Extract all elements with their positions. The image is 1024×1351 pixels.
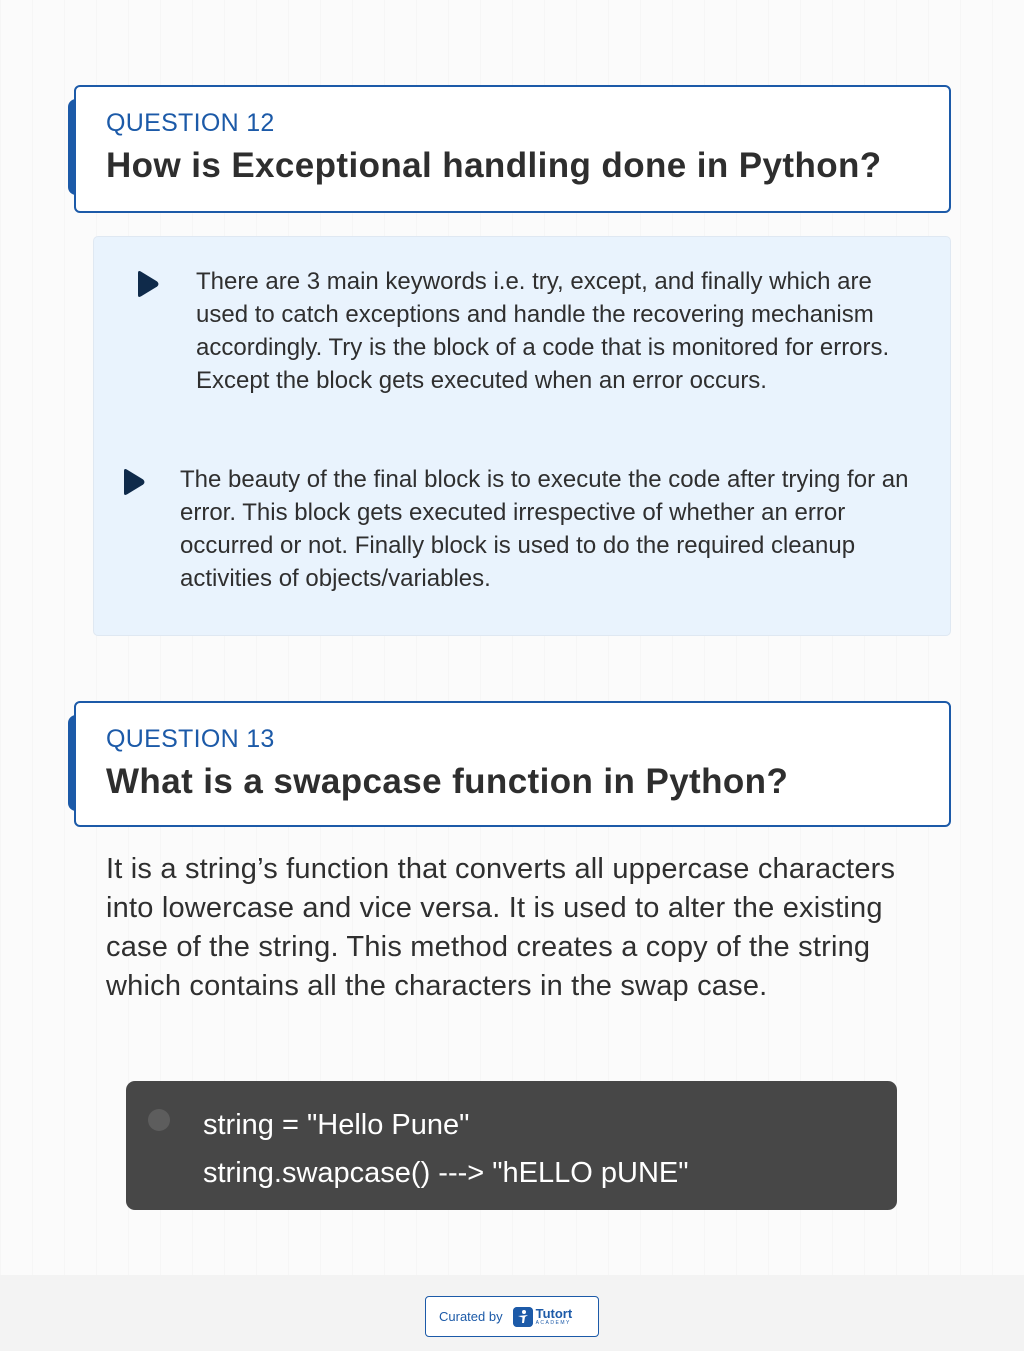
- answer-12-bullet-1: [132, 265, 912, 397]
- answer-12-bullet-2: [118, 463, 918, 595]
- question-12-card: [74, 85, 951, 213]
- question-13-card: [74, 701, 951, 827]
- code-line-1: string = "Hello Pune": [203, 1109, 470, 1141]
- answer-12-box: [93, 236, 951, 636]
- brand-sub: ACADEMY: [535, 1320, 571, 1326]
- play-icon: [118, 467, 148, 497]
- question-13-label: QUESTION 13: [106, 725, 275, 753]
- answer-12-bullet-2-text: The beauty of the final block is to execute the code after trying for an error. This block gets executed irrespective of whether an error occurred or not. Finally block is used to do the required cleanup activities of objects/variables.: [180, 466, 909, 592]
- answer-13-paragraph: It is a string’s function that converts all uppercase characters into lowercase and vice versa. It is used to alter the existing case of the string. This method creates a copy of the string which contains all the characters in the swap case.: [106, 853, 896, 1002]
- question-13-title: What is a swapcase function in Python?: [106, 762, 789, 801]
- question-12-title: How is Exceptional handling done in Python?: [106, 146, 882, 185]
- code-line-2: string.swapcase() ---> "hELLO pUNE": [203, 1157, 689, 1189]
- tutort-logo-icon: [513, 1307, 533, 1327]
- play-icon: [132, 269, 162, 299]
- code-dot-icon: [148, 1109, 170, 1131]
- curated-label: Curated by: [439, 1309, 503, 1324]
- tutort-logo-text: [536, 1307, 573, 1326]
- question-12-label: QUESTION 12: [106, 109, 275, 137]
- brand-name: Tutort: [535, 1306, 573, 1321]
- code-block: [126, 1081, 897, 1210]
- curated-by-badge: [425, 1296, 599, 1337]
- answer-12-bullet-1-text: There are 3 main keywords i.e. try, except, and finally which are used to catch exceptions and handle the recovering mechanism accordingly. Try is the block of a code that is monitored for errors. Except the block gets executed when an error occurs.: [196, 268, 890, 394]
- footer: [0, 1275, 1024, 1351]
